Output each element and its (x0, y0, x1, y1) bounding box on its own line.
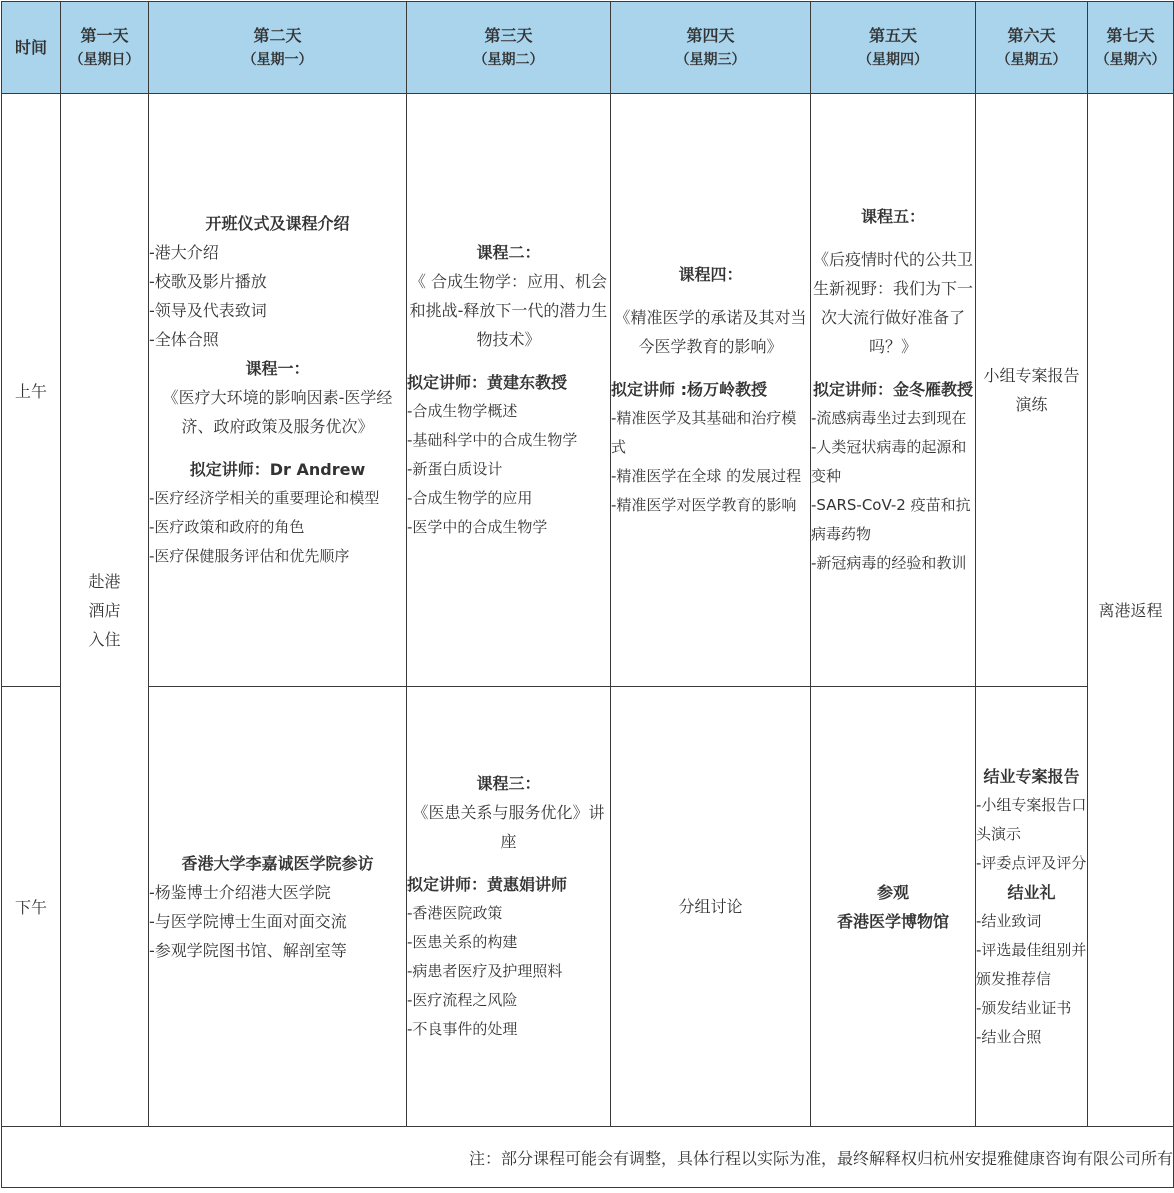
day6-am-cell: 小组专案报告演练 (976, 94, 1088, 687)
day3-pm-cell: 课程三： 《医患关系与服务优化》讲座 拟定讲师：黄惠娟讲师 -香港医院政策 -医患关系的构建 -病患者医疗及护理照料 -医疗流程之风险 -不良事件的处理 (407, 687, 611, 1127)
day6-pm-cell: 结业专案报告 -小组专案报告口头演示 -评委点评及评分 结业礼 -结业致词 -评选最佳组别并颁发推荐信 -颁发结业证书 -结业合照 (976, 687, 1088, 1127)
am-row (2, 94, 1174, 687)
row-label-am: 上午 (2, 94, 61, 687)
visit-title: 香港大学李嘉诚医学院参访 (181, 853, 374, 873)
footnote: 注：部分课程可能会有调整，具体行程以实际为准，最终解释权归杭州安提雅健康咨询有限公司所有 (468, 1148, 1173, 1168)
lecturer: 拟定讲师：Dr Andrew (189, 460, 366, 479)
header-day1: 第一天 （星期日） (61, 2, 149, 94)
header-day7: 第七天 （星期六） (1088, 2, 1174, 94)
lecturer: 拟定讲师 :杨万岭教授 (611, 380, 767, 399)
schedule-table (1, 1, 1174, 1188)
course-name: 《精准医学的承诺及其对当今医学教育的影响》 (614, 308, 807, 356)
opening-title: 开班仪式及课程介绍 (205, 214, 350, 233)
course-name: 《后疫情时代的公共卫生新视野：我们为下一次大流行做好准备了吗？》 (812, 250, 973, 356)
day4-am-cell: 课程四： 《精准医学的承诺及其对当今医学教育的影响》 拟定讲师 :杨万岭教授 -精准医学及其基础和治疗模式 -精准医学在全球 的发展过程 -精准医学对医学教育的影响 (611, 94, 811, 687)
header-row (2, 2, 1174, 94)
note-cell (2, 1127, 1174, 1188)
note-row (2, 1127, 1174, 1188)
course-name: 《医患关系与服务优化》讲座 (412, 803, 605, 851)
row-label-pm: 下午 (2, 687, 61, 1127)
course-title: 课程四： (678, 265, 743, 284)
course-name: 《医疗大环境的影响因素-医学经济、政府政策及服务优次》 (162, 388, 393, 436)
lecturer: 拟定讲师：黄建东教授 (407, 373, 568, 392)
course-title: 课程五： (860, 207, 925, 226)
lecturer: 拟定讲师：黄惠娟讲师 (407, 875, 568, 894)
header-day4: 第四天 （星期三） (611, 2, 811, 94)
day7-cell: 离港返程 (1088, 94, 1174, 1127)
day1-cell: 赴港 酒店 入住 (61, 94, 149, 1127)
course-name: 《 合成生物学：应用、机会和挑战-释放下一代的潜力生物技术》 (409, 272, 608, 349)
course-title: 课程三： (476, 774, 541, 793)
day5-pm-cell: 参观 香港医学博物馆 (811, 687, 976, 1127)
header-day6: 第六天 （星期五） (976, 2, 1088, 94)
header-day3: 第三天 （星期二） (407, 2, 611, 94)
day4-pm-cell: 分组讨论 (611, 687, 811, 1127)
header-time: 时间 (2, 2, 61, 94)
day2-pm-cell: 香港大学李嘉诚医学院参访 -杨鉴博士介绍港大医学院 -与医学院博士生面对面交流 -参观学院图书馆、解剖室等 (149, 687, 407, 1127)
day2-am-cell: 开班仪式及课程介绍 -港大介绍 -校歌及影片播放 -领导及代表致词 -全体合照 课程一： 《医疗大环境的影响因素-医学经济、政府政策及服务优次》 拟定讲师：Dr Andrew -医疗经济学相关的重要理论和模型 -医疗政策和政府的角色 -医疗保健服务评估和优先顺序 (149, 94, 407, 687)
pm-row (2, 687, 1174, 1127)
header-day5: 第五天 （星期四） (811, 2, 976, 94)
header-day2: 第二天 （星期一） (149, 2, 407, 94)
lecturer: 拟定讲师：金冬雁教授 (812, 380, 973, 399)
course-title: 课程二： (476, 243, 541, 262)
course-title: 课程一： (245, 359, 310, 378)
day5-am-cell: 课程五： 《后疫情时代的公共卫生新视野：我们为下一次大流行做好准备了吗？》 拟定讲师：金冬雁教授 -流感病毒坐过去到现在 -人类冠状病毒的起源和变种 -SARS-CoV-2 疫苗和抗病毒药物 -新冠病毒的经验和教训 (811, 94, 976, 687)
day3-am-cell: 课程二： 《 合成生物学：应用、机会和挑战-释放下一代的潜力生物技术》 拟定讲师：黄建东教授 -合成生物学概述 -基础科学中的合成生物学 -新蛋白质设计 -合成生物学的应用 -医学中的合成生物学 (407, 94, 611, 687)
